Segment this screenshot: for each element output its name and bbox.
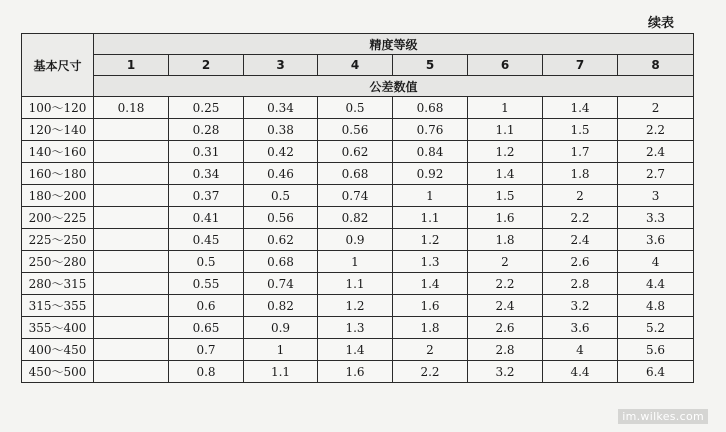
value-cell: 0.46 [244, 163, 318, 185]
value-cell: 2.2 [543, 207, 618, 229]
value-cell [94, 163, 169, 185]
value-cell: 4.4 [543, 361, 618, 383]
size-cell: 160～180 [22, 163, 94, 185]
table-row [22, 229, 694, 251]
value-cell: 1.2 [393, 229, 468, 251]
table-body [22, 97, 694, 383]
table-row [22, 207, 694, 229]
values-header: 公差数值 [94, 76, 694, 97]
value-cell: 2.7 [618, 163, 694, 185]
value-cell: 4 [543, 339, 618, 361]
value-cell: 2.6 [468, 317, 543, 339]
value-cell: 0.9 [318, 229, 393, 251]
table-row [22, 295, 694, 317]
value-cell: 2.2 [618, 119, 694, 141]
grade-cell: 4 [318, 55, 393, 76]
size-cell: 400～450 [22, 339, 94, 361]
value-cell [94, 339, 169, 361]
value-cell: 2 [543, 185, 618, 207]
value-cell: 2.2 [468, 273, 543, 295]
value-cell: 5.6 [618, 339, 694, 361]
value-cell: 1 [244, 339, 318, 361]
value-cell [94, 251, 169, 273]
value-cell [94, 361, 169, 383]
value-cell: 1.5 [468, 185, 543, 207]
continued-label: 续表 [647, 16, 674, 31]
value-cell: 6.4 [618, 361, 694, 383]
value-cell: 0.84 [393, 141, 468, 163]
value-cell: 0.82 [244, 295, 318, 317]
value-cell: 0.55 [169, 273, 244, 295]
value-cell: 0.56 [318, 119, 393, 141]
value-cell: 2.4 [468, 295, 543, 317]
value-cell: 0.6 [169, 295, 244, 317]
table-row [22, 97, 694, 119]
value-cell: 0.68 [244, 251, 318, 273]
value-cell: 2.4 [618, 141, 694, 163]
value-cell: 3.6 [618, 229, 694, 251]
grade-cell: 7 [543, 55, 618, 76]
row-header: 基本尺寸 [22, 34, 94, 97]
value-cell: 0.65 [169, 317, 244, 339]
size-cell: 140～160 [22, 141, 94, 163]
value-cell: 0.45 [169, 229, 244, 251]
value-cell: 1.2 [468, 141, 543, 163]
size-cell: 315～355 [22, 295, 94, 317]
table-row [22, 163, 694, 185]
value-cell: 0.5 [244, 185, 318, 207]
value-cell: 0.41 [169, 207, 244, 229]
watermark: im.wilkes.com [618, 409, 708, 424]
value-cell: 3.2 [543, 295, 618, 317]
value-cell [94, 295, 169, 317]
value-cell: 1.1 [318, 273, 393, 295]
table-row [22, 317, 694, 339]
value-cell: 1.2 [318, 295, 393, 317]
value-cell: 3.2 [468, 361, 543, 383]
size-cell: 250～280 [22, 251, 94, 273]
value-cell: 3 [618, 185, 694, 207]
value-cell: 0.8 [169, 361, 244, 383]
value-cell: 1.8 [543, 163, 618, 185]
value-cell: 0.9 [244, 317, 318, 339]
value-cell: 1.8 [393, 317, 468, 339]
value-cell: 4.4 [618, 273, 694, 295]
value-cell: 2.8 [543, 273, 618, 295]
size-cell: 120～140 [22, 119, 94, 141]
value-cell: 2 [618, 97, 694, 119]
value-cell: 1.1 [244, 361, 318, 383]
value-cell [94, 273, 169, 295]
value-cell: 1.3 [393, 251, 468, 273]
value-cell: 5.2 [618, 317, 694, 339]
value-cell: 0.25 [169, 97, 244, 119]
value-cell [94, 119, 169, 141]
value-cell: 0.68 [393, 97, 468, 119]
table-row [22, 361, 694, 383]
value-cell: 1 [318, 251, 393, 273]
size-cell: 100～120 [22, 97, 94, 119]
value-cell: 1.6 [393, 295, 468, 317]
value-cell: 0.5 [318, 97, 393, 119]
value-cell: 1.1 [468, 119, 543, 141]
value-cell: 1.8 [468, 229, 543, 251]
grade-cell: 3 [244, 55, 318, 76]
value-cell [94, 141, 169, 163]
table-row [22, 119, 694, 141]
value-cell [94, 229, 169, 251]
value-cell: 1.6 [318, 361, 393, 383]
tolerance-table [21, 33, 694, 383]
value-cell: 4.8 [618, 295, 694, 317]
value-cell: 0.74 [318, 185, 393, 207]
value-cell: 3.3 [618, 207, 694, 229]
grade-cell: 2 [169, 55, 244, 76]
value-cell: 1.4 [468, 163, 543, 185]
table-row [22, 185, 694, 207]
table-row [22, 141, 694, 163]
grade-row [22, 55, 694, 76]
size-cell: 200～225 [22, 207, 94, 229]
grade-cell: 6 [468, 55, 543, 76]
value-cell: 1.5 [543, 119, 618, 141]
value-cell: 0.37 [169, 185, 244, 207]
value-cell: 1 [393, 185, 468, 207]
value-cell: 0.31 [169, 141, 244, 163]
value-cell: 0.38 [244, 119, 318, 141]
value-cell: 0.76 [393, 119, 468, 141]
grade-cell: 1 [94, 55, 169, 76]
size-cell: 225～250 [22, 229, 94, 251]
value-cell: 4 [618, 251, 694, 273]
value-cell: 1.3 [318, 317, 393, 339]
value-cell: 1.6 [468, 207, 543, 229]
value-cell: 3.6 [543, 317, 618, 339]
value-cell: 0.18 [94, 97, 169, 119]
grade-header: 精度等级 [94, 34, 694, 55]
value-cell: 0.62 [318, 141, 393, 163]
value-cell: 0.7 [169, 339, 244, 361]
value-cell: 0.5 [169, 251, 244, 273]
grade-cell: 5 [393, 55, 468, 76]
size-cell: 180～200 [22, 185, 94, 207]
table-row [22, 251, 694, 273]
value-cell: 0.62 [244, 229, 318, 251]
value-cell [94, 207, 169, 229]
value-cell: 0.82 [318, 207, 393, 229]
value-cell: 0.68 [318, 163, 393, 185]
grade-cell: 8 [618, 55, 694, 76]
value-cell: 0.92 [393, 163, 468, 185]
value-cell: 0.34 [244, 97, 318, 119]
value-cell: 2 [468, 251, 543, 273]
value-cell: 2.6 [543, 251, 618, 273]
value-cell: 0.42 [244, 141, 318, 163]
value-cell: 0.28 [169, 119, 244, 141]
size-cell: 355～400 [22, 317, 94, 339]
value-cell [94, 317, 169, 339]
value-cell: 0.56 [244, 207, 318, 229]
table-row [22, 339, 694, 361]
value-cell: 2.8 [468, 339, 543, 361]
value-cell: 1 [468, 97, 543, 119]
value-cell: 1.4 [543, 97, 618, 119]
value-cell: 0.74 [244, 273, 318, 295]
size-cell: 280～315 [22, 273, 94, 295]
value-cell: 2.2 [393, 361, 468, 383]
value-cell [94, 185, 169, 207]
table-row [22, 273, 694, 295]
value-cell: 0.34 [169, 163, 244, 185]
value-cell: 2 [393, 339, 468, 361]
value-cell: 2.4 [543, 229, 618, 251]
value-cell: 1.4 [393, 273, 468, 295]
value-cell: 1.7 [543, 141, 618, 163]
value-cell: 1.4 [318, 339, 393, 361]
value-cell: 1.1 [393, 207, 468, 229]
size-cell: 450～500 [22, 361, 94, 383]
